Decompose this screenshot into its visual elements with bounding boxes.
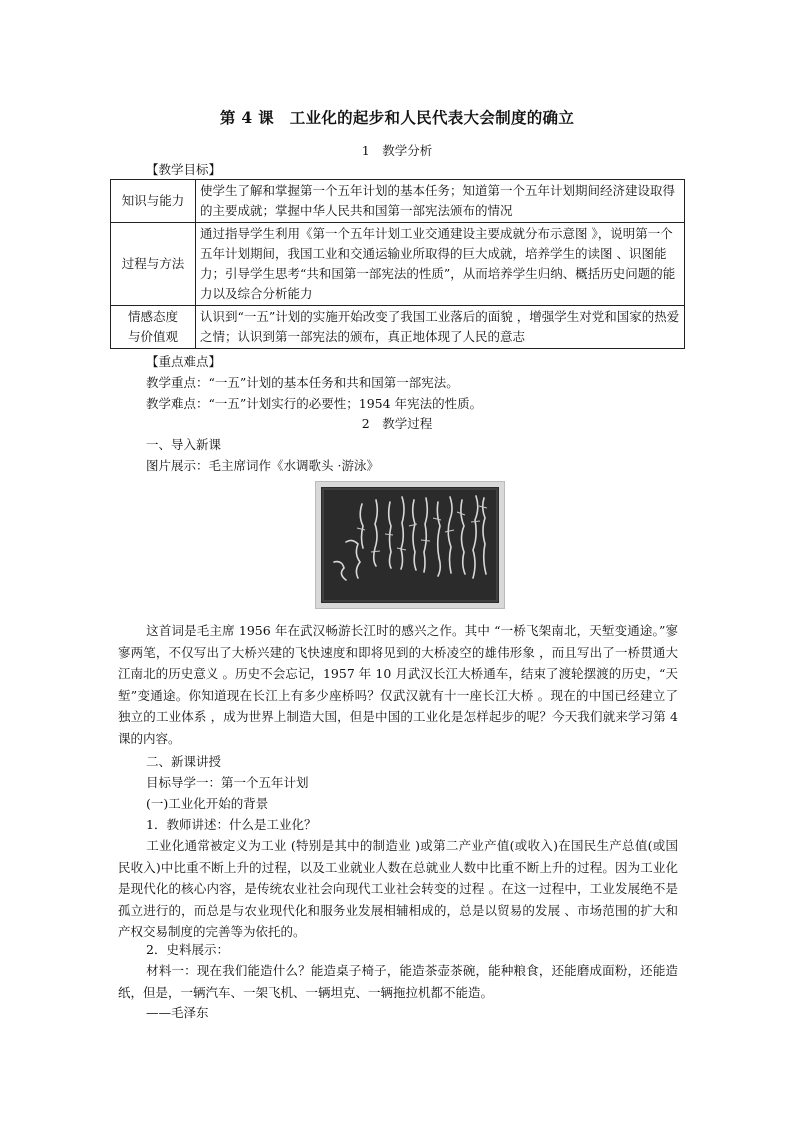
table-row <box>111 223 685 306</box>
objective-category: 知识与能力 <box>111 180 196 223</box>
item2-heading: 2．史料展示： <box>146 942 229 957</box>
key-points-label: 【重点难点】 <box>146 354 222 369</box>
calligraphy-photo <box>315 481 505 609</box>
industrialization-paragraph-text: 工业化通常被定义为工业 (特别是其中的制造业 )或第二产业产值(或收入)在国民生产总值(或国民收入)中比重不断上升的过程，以及工业就业人数在总就业人数中比重不断上升的过程。因为工业化是现代化的核心内容，是传统农业社会向现代工业社会转变的过程 。在这一过程中，工业发展绝不是孤立进行的，而总是与农业现代化和服务业发展相辅相成的，总是以贸易的发展 、市场范围的扩大和产权交易制度的完善等为依托的。 <box>118 838 678 939</box>
objective-category <box>111 306 196 349</box>
goal1-heading: 目标导学一：第一个五年计划 <box>146 775 309 790</box>
material1-paragraph <box>118 960 678 1003</box>
lesson-title: 第 4 课 工业化的起步和人民代表大会制度的确立 <box>219 108 575 127</box>
table-row <box>111 306 685 349</box>
part2-heading: 二、新课讲授 <box>146 754 222 769</box>
part1-heading: 一、导入新课 <box>146 437 222 452</box>
picture-caption: 图片展示：毛主席词作《水调歌头 ·游泳》 <box>146 458 379 473</box>
item1-heading: 1．教师讲述：什么是工业化？ <box>146 817 317 832</box>
objectives-label: 【教学目标】 <box>146 162 222 177</box>
objective-category-line: 与价值观 <box>127 329 178 344</box>
calligraphy-image <box>316 482 504 608</box>
material1-source: ——毛泽东 <box>146 1005 209 1020</box>
material1-paragraph-text: 材料一：现在我们能造什么？能造桌子椅子，能造茶壶茶碗，能种粮食，还能磨成面粉，还能造纸，但是，一辆汽车、一架飞机、一辆坦克、一辆拖拉机都不能造。 <box>118 963 678 1000</box>
intro-paragraph-text: 这首词是毛主席 1956 年在武汉畅游长江时的感兴之作。其中 “一桥飞架南北，天堑变通途。”寥寥两笔，不仅写出了大桥兴建的飞快速度和即将见到的大桥凌空的雄伟形象 ，而且写出了一桥贯通大江南北的历史意义 。历史不会忘记，1957 年 10 月武汉长江大桥通车，结束了渡轮摆渡的历史，“天堑”变通途。你知道现在长江上有多少座桥吗？仅武汉就有十一座长江大桥 。现在的中国已经建立了独立的工业体系 ，成为世界上制造大国，但是中国的工业化是怎样起步的呢？今天我们就来学习第 4 课的内容。 <box>118 623 678 746</box>
industrialization-paragraph <box>118 835 678 943</box>
objective-content: 通过指导学生利用《第一个五年计划工业交通建设主要成就分布示意图 》，说明第一个五年计划期间，我国工业和交通运输业所取得的巨大成就，培养学生的读图 、识图能力；引导学生思考“共和国第一部宪法的性质”，从而培养学生归纳、概括历史问题的能力以及综合分析能力 <box>196 223 685 306</box>
section2-heading: 2 教学过程 <box>361 416 433 431</box>
objectives-table <box>110 179 685 349</box>
table-row <box>111 180 685 223</box>
sub1-heading: (一)工业化开始的背景 <box>146 796 269 811</box>
difficult-point: 教学难点：“一五”计划实行的必要性；1954 年宪法的性质。 <box>146 396 483 411</box>
intro-paragraph <box>118 620 678 749</box>
key-point: 教学重点：“一五”计划的基本任务和共和国第一部宪法。 <box>146 375 459 390</box>
objective-category: 过程与方法 <box>111 223 196 306</box>
section1-heading: 1 教学分析 <box>361 143 433 158</box>
objective-content: 使学生了解和掌握第一个五年计划的基本任务；知道第一个五年计划期间经济建设取得的主要成就；掌握中华人民共和国第一部宪法颁布的情况 <box>196 180 685 223</box>
objective-content: 认识到“一五”计划的实施开始改变了我国工业落后的面貌 ，增强学生对党和国家的热爱之情；认识到第一部宪法的颁布，真正地体现了人民的意志 <box>196 306 685 349</box>
objective-category-line: 情感态度 <box>127 309 178 324</box>
